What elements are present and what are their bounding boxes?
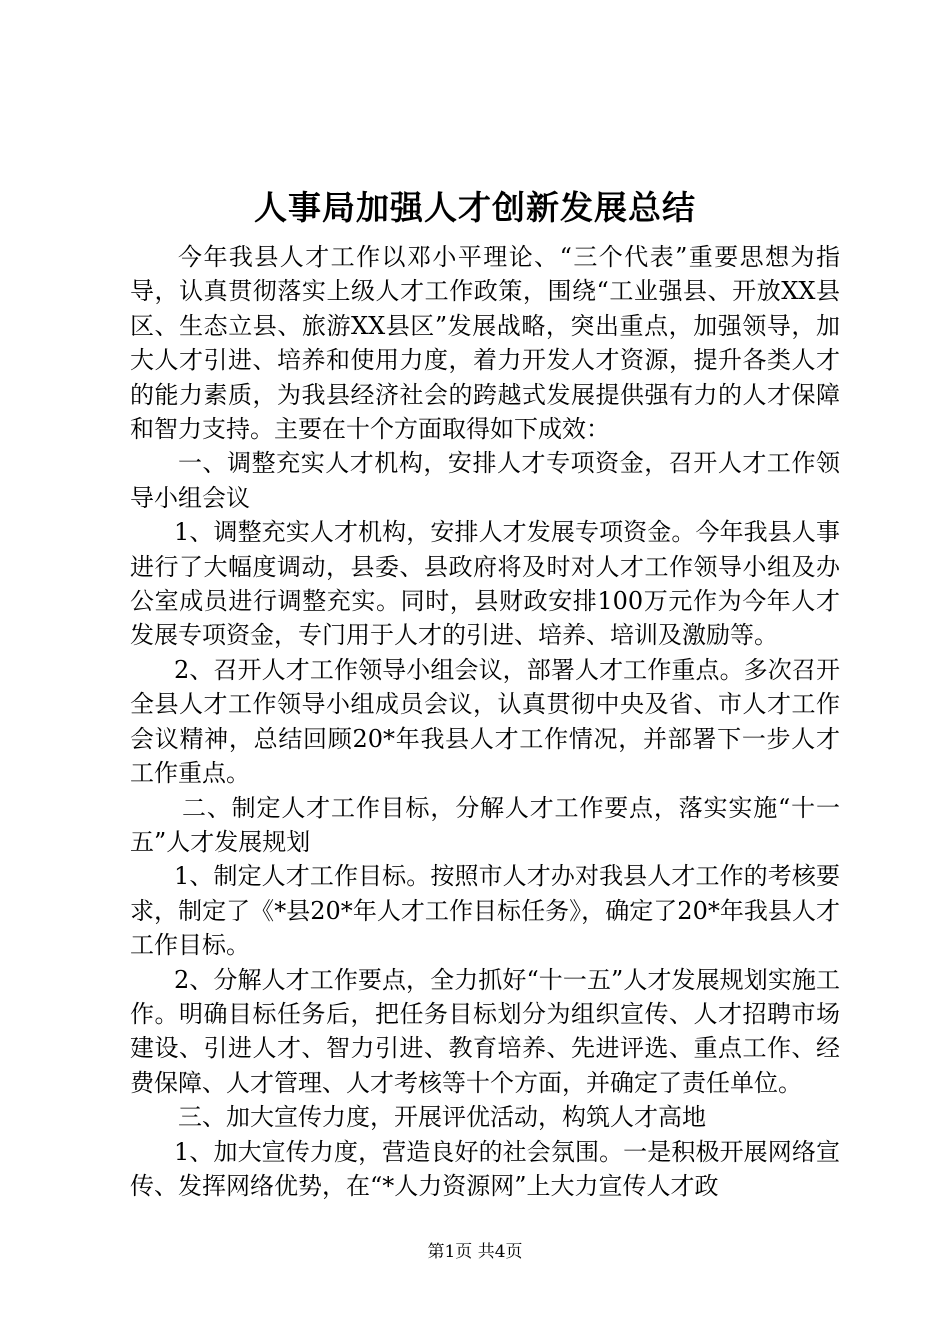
- section-heading-2: 二、制定人才工作目标，分解人才工作要点，落实实施“十一五”人才发展规划: [130, 793, 840, 856]
- paragraph-2-1: 1、制定人才工作目标。按照市人才办对我县人才工作的考核要求，制定了《*县20*年人才工作目标任务》，确定了20*年我县人才工作目标。: [130, 862, 840, 960]
- document-body: [130, 240, 840, 1203]
- paragraph-1-2: 2、召开人才工作领导小组会议，部署人才工作重点。多次召开全县人才工作领导小组成员会议，认真贯彻中央及省、市人才工作会议精神，总结回顾20*年我县人才工作情况，并部署下一步人才工作重点。: [130, 655, 840, 788]
- paragraph-2-2: 2、分解人才工作要点，全力抓好“十一五”人才发展规划实施工作。明确目标任务后，把任务目标划分为组织宣传、人才招聘市场建设、引进人才、智力引进、教育培养、先进评选、重点工作、经费保障、人才管理、人才考核等十个方面，并确定了责任单位。: [130, 965, 840, 1097]
- paragraph-3-1: 1、加大宣传力度，营造良好的社会氛围。一是积极开展网络宣传、发挥网络优势，在“*人力资源网”上大力宣传人才政: [130, 1137, 840, 1200]
- section-heading-3: 三、加大宣传力度，开展评优活动，构筑人才高地: [178, 1103, 706, 1132]
- paragraph-1-1: 1、调整充实人才机构，安排人才发展专项资金。今年我县人事进行了大幅度调动，县委、县政府将及时对人才工作领导小组及办公室成员进行调整充实。同时，县财政安排100万元作为今年人才发展专项资金，专门用于人才的引进、培养、培训及激励等。: [130, 518, 840, 650]
- section-heading-1: 一、调整充实人才机构，安排人才专项资金，召开人才工作领导小组会议: [130, 449, 840, 512]
- paragraph-intro: 今年我县人才工作以邓小平理论、“三个代表”重要思想为指导，认真贯彻落实上级人才工作政策，围绕“工业强县、开放XX县区、生态立县、旅游XX县区”发展战略，突出重点，加强领导，加大人才引进、培养和使用力度，着力开发人才资源，提升各类人才的能力素质，为我县经济社会的跨越式发展提供强有力的人才保障和智力支持。主要在十个方面取得如下成效：: [130, 243, 840, 444]
- page-footer: 第1页 共4页: [427, 1242, 523, 1262]
- document-title: 人事局加强人才创新发展总结: [254, 188, 696, 227]
